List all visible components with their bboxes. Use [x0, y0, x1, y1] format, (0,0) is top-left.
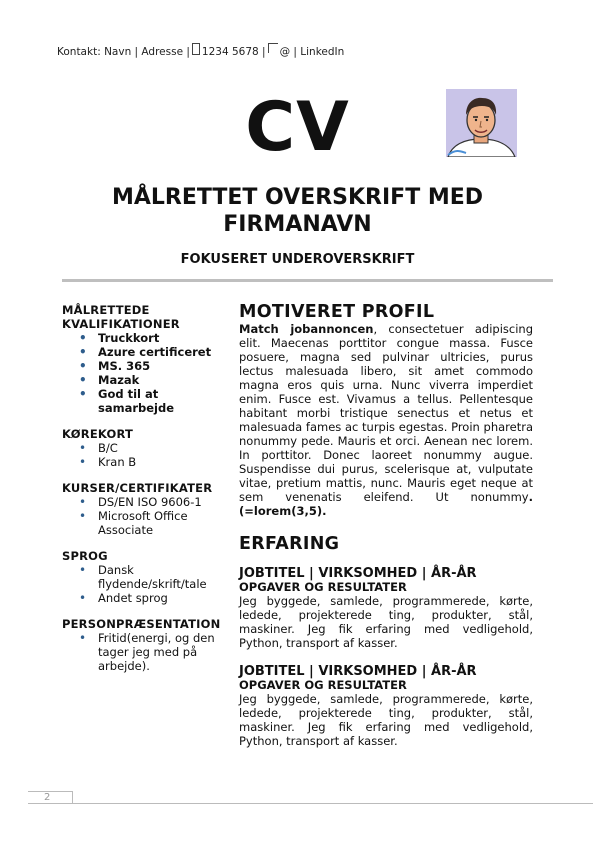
- list-item: • MS. 365: [62, 359, 232, 373]
- headline: [40, 184, 555, 238]
- section-title-experience: ERFARING: [239, 534, 340, 554]
- languages-list: [62, 563, 232, 605]
- left-column: [62, 303, 232, 685]
- profile-lead: Match jobannoncen: [239, 322, 374, 336]
- right-column: [239, 302, 533, 748]
- cv-title: CV: [245, 88, 350, 167]
- job-subtitle: OPGAVER OG RESULTATER: [239, 678, 407, 692]
- list-item: • Mazak: [62, 373, 232, 387]
- list-item: • God til at samarbejde: [62, 387, 232, 415]
- profile-body: , consectetuer adipiscing elit. Maecenas porttitor congue massa. Fusce posuere, magna sed pulvinar ultricies, purus lectus malesuada libero, sit amet commodo magna eros quis urna. Nunc viverra imperdiet enim. Fusce est. Vivamus a tellus. Pellentesque habitant morbi tristique senectus et netus et malesuada fames ac turpis egestas. Proin pharetra nonummy pede. Mauris et orci. Aenean nec lorem. In porttitor. Donec laoreet nonummy augue. Suspendisse dui purus, scelerisque at, vulputate vitae, pretium mattis, nunc. Mauris eget neque at sem venenatis eleifend. Ut nonummy: [239, 322, 533, 504]
- contact-line: [57, 46, 344, 58]
- list-item: • Truckkort: [62, 331, 232, 345]
- section-title-courses: KURSER/CERTIFIKATER: [62, 481, 213, 495]
- job-title: JOBTITEL | VIRKSOMHED | ÅR-ÅR: [239, 664, 477, 679]
- list-item: • Azure certificeret: [62, 345, 232, 359]
- profile-tail: . (=lorem(3,5).: [239, 490, 533, 518]
- job-description: Jeg byggede, samlede, programmerede, kørte, ledede, projekterede ting, produkter, stål, maskiner. Jeg fik erfaring med vedligehold, Python, transport af kasser.: [239, 594, 533, 650]
- headline-line: MÅLRETTET OVERSKRIFT MED: [111, 185, 484, 210]
- list-item: • B/C: [62, 441, 232, 455]
- headline-line: FIRMANAVN: [223, 212, 372, 237]
- contact-prefix: Kontakt: Navn | Adresse |: [57, 46, 190, 58]
- presentation-list: [62, 631, 232, 673]
- section-title-line: MÅLRETTEDE: [62, 303, 150, 317]
- contact-suffix: @ | LinkedIn: [279, 46, 345, 58]
- profile-text: [239, 322, 533, 518]
- job-description: Jeg byggede, samlede, programmerede, kørte, ledede, projekterede ting, produkter, stål, maskiner. Jeg fik erfaring med vedligehold, Python, transport af kasser.: [239, 692, 533, 748]
- job-subtitle: OPGAVER OG RESULTATER: [239, 580, 407, 594]
- qualifications-list: [62, 331, 232, 415]
- section-title-profile: MOTIVERET PROFIL: [239, 302, 435, 322]
- list-item: • Kran B: [62, 455, 232, 469]
- section-title-qualifications: [62, 303, 232, 331]
- list-item: • Andet sprog: [62, 591, 232, 605]
- divider: [62, 279, 553, 282]
- portrait-icon: [446, 89, 517, 157]
- list-item: • Fritid(energi, og den tager jeg med på arbejde).: [62, 631, 232, 673]
- contact-phone: 1234 5678 |: [201, 46, 266, 58]
- missing-glyph-icon: [192, 43, 200, 55]
- license-list: [62, 441, 232, 469]
- job-title: JOBTITEL | VIRKSOMHED | ÅR-ÅR: [239, 566, 477, 581]
- courses-list: [62, 495, 232, 537]
- section-title-languages: SPROG: [62, 549, 108, 563]
- list-item: • Microsoft Office Associate: [62, 509, 232, 537]
- section-title-line: KVALIFIKATIONER: [62, 317, 180, 331]
- section-title-license: KØREKORT: [62, 427, 134, 441]
- page-number: 2: [44, 792, 51, 803]
- section-title-presentation: PERSONPRÆSENTATION: [62, 617, 221, 631]
- list-item: • Dansk flydende/skrift/tale: [62, 563, 232, 591]
- list-item: • DS/EN ISO 9606-1: [62, 495, 232, 509]
- missing-glyph-icon: [268, 43, 278, 53]
- avatar: [446, 89, 517, 157]
- footer-divider: [28, 803, 593, 804]
- subheadline: FOKUSERET UNDEROVERSKRIFT: [180, 252, 415, 267]
